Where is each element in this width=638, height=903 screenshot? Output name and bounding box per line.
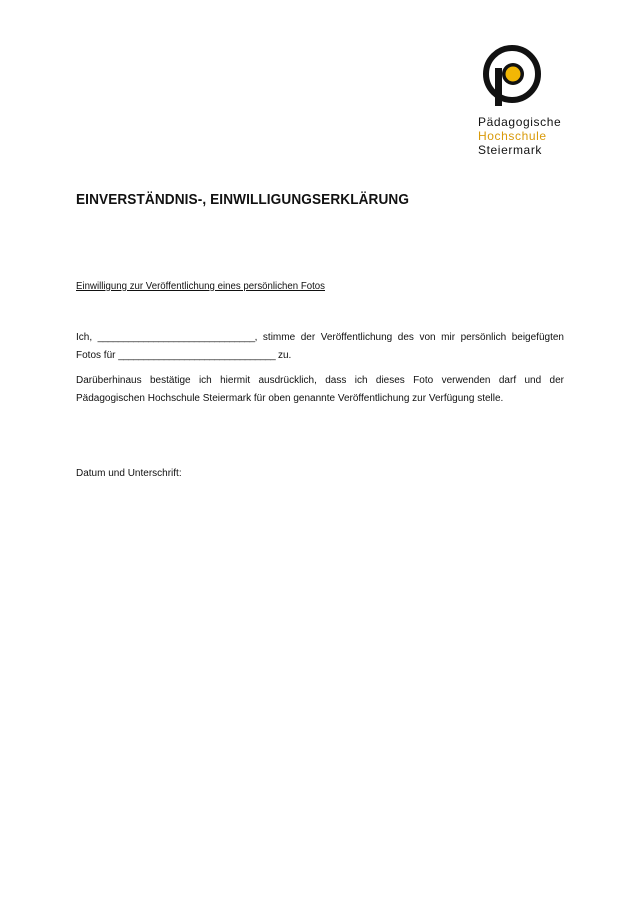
consent-suffix: zu.: [275, 349, 292, 361]
confirmation-paragraph: Darüberhinaus bestätige ich hiermit ausdrücklich, dass ich dieses Foto verwenden darf und der Pädagogischen Hochschule Steiermark für oben genannte Veröffentlichung zur Verfügung stelle.: [76, 375, 564, 404]
logo-line-1: Pädagogische: [478, 115, 562, 129]
signature-label: Datum und Unterschrift:: [76, 468, 182, 479]
consent-middle: , stimme der Veröffentlichung des von mir persönlich beigefügten Fotos für: [76, 332, 564, 361]
institution-logo: [478, 44, 578, 157]
consent-prefix: Ich,: [76, 332, 98, 343]
consent-paragraph: [76, 329, 564, 364]
logo-wordmark: [478, 115, 578, 157]
name-blank-field[interactable]: _______________________________: [97, 332, 255, 343]
document-title: EINVERSTÄNDNIS-, EINWILLIGUNGSERKLÄRUNG: [76, 192, 410, 208]
purpose-blank-field[interactable]: _______________________________: [118, 349, 276, 361]
document-subtitle: Einwilligung zur Veröffentlichung eines persönlichen Fotos: [76, 280, 325, 292]
p-logo-icon: [482, 44, 546, 108]
logo-line-2: Hochschule: [478, 129, 547, 143]
logo-line-3: Steiermark: [478, 143, 543, 157]
